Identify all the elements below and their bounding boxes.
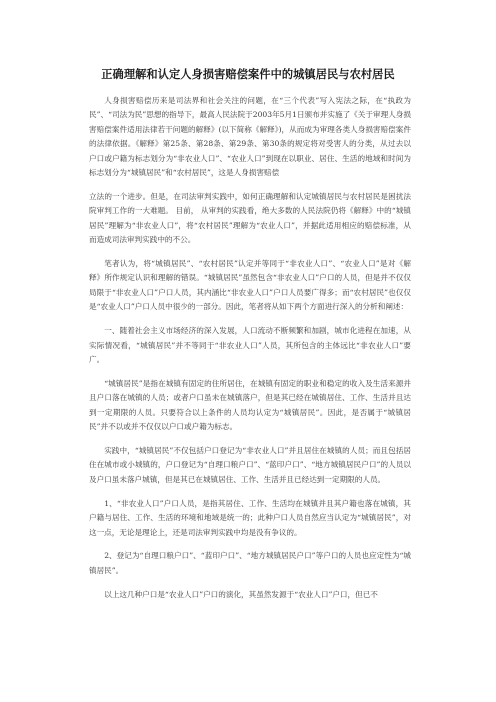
paragraph-gap (89, 540, 411, 550)
paragraph-gap (89, 315, 411, 325)
paragraph-point-two: 2、登记为“自理口粮户口”、“蓝印户口”、“地方城镇居民户口”等户口的人员也应定性为“城镇居民”。 (89, 551, 411, 575)
paragraph-continuation: 以上这几种户口是“农业人口”户口的演化，其虽然发源于“农业人口”户口，但已不 (104, 589, 378, 599)
document-body (89, 94, 411, 602)
paragraph-intro: 人身损害赔偿历来是司法界和社会关注的问题，在“三个代表”写入宪法之际，在“执政为民”、“司法为民”思想的指导下，最高人民法院于2003年5月1日颁布并实施了《关于审理人身损害赔偿案件适用法律若干问题的解释》(以下简称《解释》)，从而成为审理各类人身损害赔偿案件的法律依据。《解释》第25条、第28条、第29条、第30条的规定将对受害人的分类，从过去以户口或户籍为标志划分为“非农业人口”、“农业人口”到现在以职业、居住、生活的地域和时间为标志划分为“城镇居民”和“农村居民”，这是人身损害赔偿 (89, 96, 411, 178)
paragraph-gap (89, 367, 411, 377)
paragraph-section-one: 一、随着社会主义市场经济的深入发展，人口流动不断频繁和加剧，城市化进程在加速，从实际情况看，“城镇居民”并不等同于“非农业人口”人员，其所包含的主体远比“非农业人口”要广。 (89, 326, 411, 364)
document-title: 正确理解和认定人身损害赔偿案件中的城镇居民与农村居民 (101, 68, 395, 81)
paragraph-gap (89, 578, 411, 588)
paragraph-gap (89, 487, 411, 497)
paragraph-point-one: 1、“非农业人口”户口人员，是指其居住、工作、生活均在城镇并且其户籍也落在城镇，其户籍与居住、工作、生活的环境和地域是统一的；此种户口人员自然应当认定为“城镇居民”，对这一点，无论是理论上，还是司法审判实践中均是没有争议的。 (89, 498, 411, 537)
paragraph-gap (89, 180, 411, 190)
paragraph-problem: 立法的一个进步。但是，在司法审判实践中，如何正确理解和认定城镇居民与农村居民是困扰法院审判工作的一大难题。 目前， 从审判的实践看，绝大多数的人民法院仍将《解释》中的“城镇居民”理解为“非农业人口”，将“农村居民”理解为“农业人口”，并据此适用相应的赔偿标准，从而造成司法审判实践中的不公。 (89, 191, 411, 245)
paragraph-gap (89, 435, 411, 445)
paragraph-author-view: 笔者认为，将“城镇居民”、“农村居民”认定并等同于“非农业人口”、“农业人口”是对《解释》所作规定认识和理解的错误。“城镇居民”虽然包含“非农业人口”户口的人员，但是并不仅仅局限于“非农业人口”户口人员，其内涵比“非农业人口”户口人员要广得多；而“农村居民”也仅仅是“农业人口”户口人员中很少的一部分。因此，笔者将从如下两个方面进行深入的分析和阐述： (89, 259, 411, 312)
paragraph-definition: “城镇居民”是指在城镇有固定的住所居住，在城镇有固定的职业和稳定的收入及生活来源并且户口落在城镇的人员；或者户口虽未在城镇落户，但是其已经在城镇居住、工作、生活并且达到一定期限的人员。只要符合以上条件的人员均认定为“城镇居民”。因此，是否属于“城镇居民”并不以或并不仅仅以户口或户籍为标志。 (89, 378, 411, 432)
paragraph-gap (89, 248, 411, 258)
paragraph-practice: 实践中，“城镇居民”不仅包括户口登记为“非农业人口”并且居住在城镇的人员；而且包括居住在城市或小城镇的，户口登记为“自理口粮户口”、“蓝印户口”、“地方城镇居民户口”的人员以及户口虽未落户城镇，但是其已在城镇居住、工作、生活并且已经达到一定期限的人员。 (89, 446, 411, 484)
